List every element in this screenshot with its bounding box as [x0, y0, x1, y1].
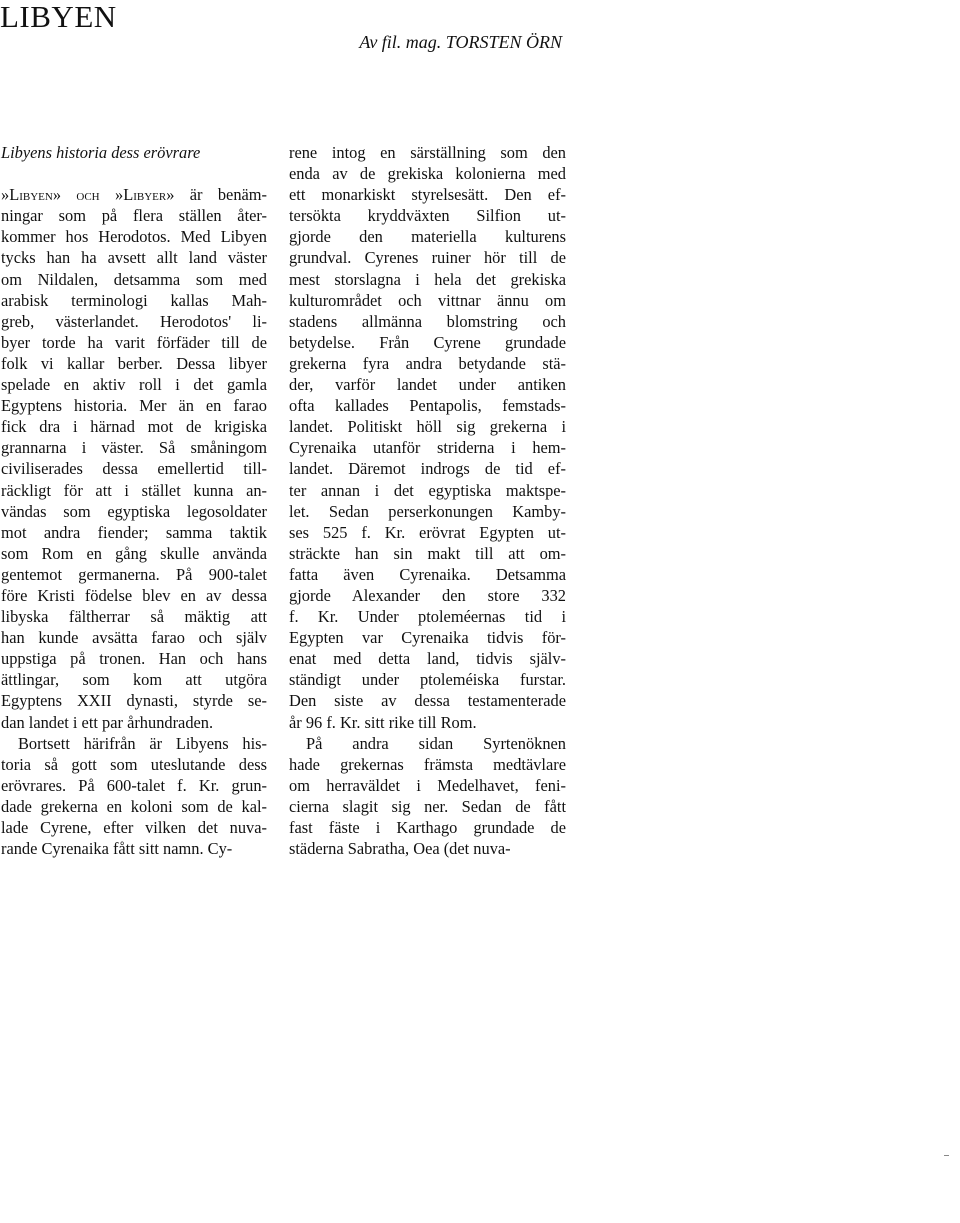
text-line: landet. Politiskt höll sig grekerna i [289, 417, 566, 437]
text-line: Egyptens XXII dynasti, styrde se- [1, 691, 267, 711]
section-heading: Libyens historia dess erövrare [1, 143, 201, 162]
text-line: enat med detta land, tidvis själv- [289, 649, 566, 669]
text-line: om Nildalen, detsamma som med [1, 269, 267, 289]
text-line: ter annan i det egyptiska maktspe- [289, 480, 566, 500]
text-line: gjorde Alexander den store 332 [289, 585, 566, 605]
text-line: om herraväldet i Medelhavet, feni- [289, 775, 566, 795]
text-line: betydelse. Från Cyrene grundade [289, 332, 566, 352]
text-line: lade Cyrene, efter vilken det nuva- [1, 818, 267, 837]
text-line: stadens allmänna blomstring och [289, 311, 566, 331]
text-line: f. Kr. Under ptoleméernas tid i [289, 607, 566, 627]
text-line: let. Sedan perserkonungen Kamby- [289, 501, 566, 521]
text-line: dade grekerna en koloni som de kal- [1, 796, 267, 816]
text-line: år 96 f. Kr. sitt rike till Rom. [289, 712, 477, 732]
text-line: byer torde ha varit förfäder till de [1, 332, 267, 352]
text-line: spelade en aktiv roll i det gamla [1, 375, 267, 395]
text-line: rene intog en särställning som den [289, 143, 566, 162]
spacer-line [1, 163, 267, 184]
text-line: gentemot germanerna. På 900-talet [1, 564, 267, 584]
text-line: erövrares. På 600-talet f. Kr. grun- [1, 775, 267, 795]
text-line: städerna Sabratha, Oea (det nuva- [289, 839, 511, 859]
text-line: dan landet i ett par århundraden. [1, 712, 214, 732]
text-line: före Kristi födelse blev en av dessa [1, 585, 267, 605]
text-line: Bortsett härifrån är Libyens his- [18, 733, 267, 753]
text-line: ofta kallades Pentapolis, femstads- [289, 396, 566, 416]
text-line: grekerna fyra andra betydande stä- [289, 353, 566, 373]
text-line: ningar som på flera ställen åter- [1, 206, 267, 226]
text-line: Den siste av dessa testamenterade [289, 691, 566, 711]
text-line: ses 525 f. Kr. erövrat Egypten ut- [289, 522, 566, 542]
text-line: folk vi kallar berber. Dessa libyer [1, 353, 267, 373]
text-line: Egypten var Cyrenaika tidvis för- [289, 628, 566, 648]
text-line: gjorde den materiella kulturens [289, 227, 566, 247]
text-line: landet. Däremot indrogs de tid ef- [289, 459, 566, 479]
scan-mark [944, 1155, 949, 1156]
text-line: hade grekernas främsta medtävlare [289, 754, 566, 774]
page-title: LIBYEN [0, 0, 117, 34]
text-line: fatta även Cyrenaika. Detsamma [289, 564, 566, 584]
left-column [1, 142, 267, 859]
text-line: kommer hos Herodotos. Med Libyen [1, 227, 267, 247]
text-line: som Rom en gång skulle använda [1, 543, 267, 563]
text-line: vändas som egyptiska legosoldater [1, 501, 267, 521]
text-line: grannarna i väster. Så småningom [1, 438, 267, 458]
text-line: civiliserades dessa emellertid till- [1, 459, 267, 479]
text-line: Egyptens historia. Mer än en farao [1, 396, 267, 416]
right-column-lines [289, 142, 566, 859]
text-line: greb, västerlandet. Herodotos' li- [1, 311, 267, 331]
text-line: sträckte han sin makt till att om- [289, 543, 566, 563]
text-line: Cyrenaika utanför striderna i hem- [289, 438, 566, 458]
text-line: tersökta kryddväxten Silfion ut- [289, 206, 566, 226]
text-line: mest storslagna i hela det grekiska [289, 269, 566, 289]
text-line: toria så gott som uteslutande dess [1, 754, 267, 774]
text-line: kulturområdet och vittnar ännu om [289, 290, 566, 310]
text-line: mot andra fiender; samma taktik [1, 522, 267, 542]
text-line: ättlingar, som kom att utgöra [1, 670, 267, 690]
text-line: räckligt för att i stället kunna an- [1, 480, 267, 500]
text-line: »Libyen» och »Libyer» är benäm- [1, 185, 267, 205]
text-line: han kunde avsätta farao och själv [1, 628, 267, 648]
left-column-lines [1, 184, 267, 859]
text-line: tycks han ha avsett allt land väster [1, 248, 267, 268]
author-byline: Av fil. mag. TORSTEN ÖRN [359, 32, 562, 52]
text-line: På andra sidan Syrtenöknen [306, 733, 566, 753]
text-line: enda av de grekiska kolonierna med [289, 164, 566, 184]
right-column [289, 142, 566, 859]
text-line: ett monarkiskt styrelsesätt. Den ef- [289, 185, 566, 205]
text-line: libyska fältherrar så mäktig att [1, 607, 267, 627]
text-line: der, varför landet under antiken [289, 375, 566, 395]
text-line: uppstiga på tronen. Han och hans [1, 649, 267, 669]
text-line: fick dra i härnad mot de krigiska [1, 417, 267, 437]
text-line: arabisk terminologi kallas Mah- [1, 290, 267, 310]
text-line: grundval. Cyrenes ruiner hör till de [289, 248, 566, 268]
text-line: cierna slagit sig ner. Sedan de fått [289, 796, 566, 816]
text-line: ständigt under ptoleméiska furstar. [289, 670, 566, 690]
text-line: fast fäste i Karthago grundade de [289, 818, 566, 837]
text-line: rande Cyrenaika fått sitt namn. Cy- [1, 839, 233, 859]
